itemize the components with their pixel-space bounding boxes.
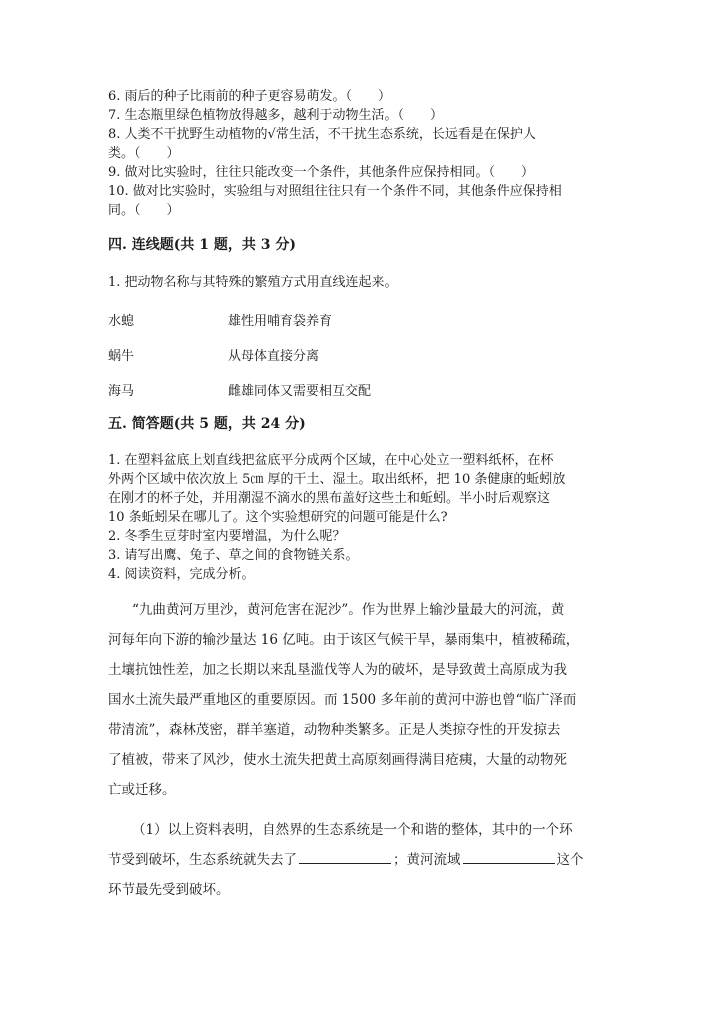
section5-title: 五. 简答题(共 5 题，共 24 分)	[108, 416, 306, 432]
match-method-3: 雌雄同体又需要相互交配	[228, 384, 372, 399]
reading-line-1: “九曲黄河万里沙，黄河危害在泥沙”。作为世界上输沙量最大的河流，黄	[132, 602, 565, 618]
subquestion-1-text-c: 这个	[556, 852, 584, 868]
answer-blank-2[interactable]	[463, 849, 555, 864]
reading-line-3: 土壤抗蚀性差，加之长期以来乱垦滥伐等人为的破坏，是导致黄土高原成为我	[108, 662, 567, 678]
match-animal-2: 蜗牛	[108, 349, 135, 364]
section4-title: 四. 连线题(共 1 题，共 3 分)	[108, 237, 296, 253]
short-q3: 3. 请写出鹰、兔子、草之间的食物链关系。	[108, 548, 359, 563]
short-q1-line2: 外两个区域中依次放上 5㎝ 厚的干土、湿土。取出纸杯，把 10 条健康的蚯蚓放	[108, 472, 566, 487]
judgement-q8-line1: 8. 人类不干扰野生动植物的√常生活，不干扰生态系统，长远看是在保护人	[108, 127, 536, 142]
answer-blank-1[interactable]	[299, 849, 391, 864]
judgement-q8-line2: 类。（ ）	[108, 146, 180, 161]
subquestion-1-line2	[108, 846, 608, 874]
reading-line-2: 河每年向下游的输沙量达 16 亿吨。由于该区气候干旱，暴雨集中，植被稀疏，	[108, 632, 580, 648]
judgement-q10-line2: 同。（ ）	[108, 203, 180, 218]
judgement-q10-line1: 10. 做对比实验时，实验组与对照组往往只有一个条件不同，其他条件应保持相	[108, 184, 562, 199]
subquestion-1-text-b: ；黄河流域	[393, 852, 461, 868]
short-q1-line1: 1. 在塑料盆底上划直线把盆底平分成两个区域，在中心处立一塑料纸杯，在杯	[108, 453, 554, 468]
match-method-2: 从母体直接分离	[228, 349, 320, 364]
section4-question: 1. 把动物名称与其特殊的繁殖方式用直线连起来。	[108, 275, 398, 290]
reading-line-5: 带清流”，森林茂密，群羊塞道，动物种类繁多。正是人类掠夺性的开发掠去	[108, 722, 561, 738]
subquestion-1-line3: 环节最先受到破坏。	[108, 882, 230, 898]
reading-line-7: 亡或迁移。	[108, 782, 176, 798]
judgement-q9: 9. 做对比实验时，往往只能改变一个条件，其他条件应保持相同。（ ）	[108, 165, 535, 180]
short-q4: 4. 阅读资料，完成分析。	[108, 567, 255, 582]
short-q1-line4: 10 条蚯蚓呆在哪儿了。这个实验想研究的问题可能是什么?	[108, 510, 448, 525]
reading-line-4: 国水土流失最严重地区的重要原因。而 1500 多年前的黄河中游也曾“临广泽而	[108, 692, 577, 708]
reading-line-6: 了植被，带来了风沙，使水土流失把黄土高原刻画得满目疮痍，大量的动物死	[108, 752, 567, 768]
subquestion-1-line1: （1）以上资料表明，自然界的生态系统是一个和谐的整体，其中的一个环	[132, 822, 573, 838]
short-q2: 2. 冬季生豆芽时室内要增温，为什么呢？	[108, 529, 346, 544]
subquestion-1-text-a: 节受到破坏，生态系统就失去了	[108, 852, 297, 868]
match-animal-3: 海马	[108, 384, 135, 399]
match-method-1: 雄性用哺育袋养育	[228, 314, 333, 329]
judgement-q7: 7. 生态瓶里绿色植物放得越多，越利于动物生活。（ ）	[108, 108, 444, 123]
short-q1-line3: 在刚才的杯子处，并用潮湿不滴水的黑布盖好这些土和蚯蚓。半小时后观察这	[108, 491, 551, 506]
match-animal-1: 水螅	[108, 314, 135, 329]
judgement-q6: 6. 雨后的种子比雨前的种子更容易萌发。（ ）	[108, 89, 392, 104]
